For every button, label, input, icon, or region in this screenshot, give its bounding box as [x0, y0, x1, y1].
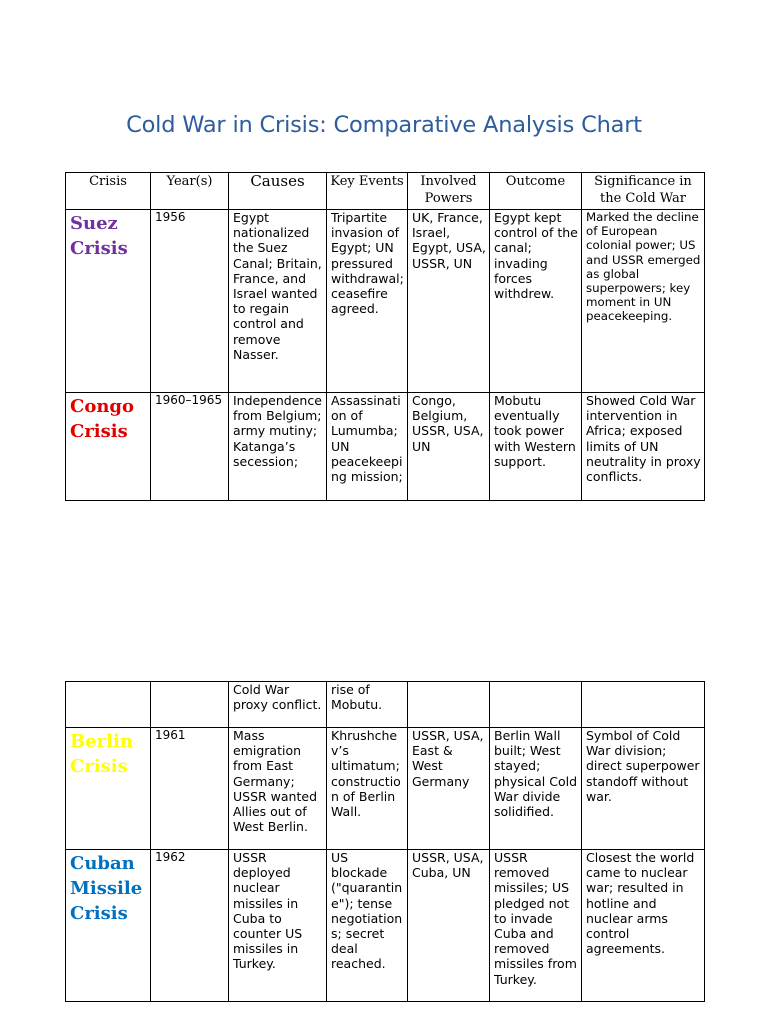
crisis-outcome: Berlin Wall built; West stayed; physical Cold War divide solidified. [490, 728, 582, 850]
crisis-year: 1960–1965 [151, 393, 229, 501]
crisis-events: Tripartite invasion of Egypt; UN pressured withdrawal; ceasefire agreed. [327, 210, 408, 393]
table-header-row [66, 173, 705, 210]
crisis-outcome: USSR removed missiles; US pledged not to invade Cuba and removed missiles from Turkey. [490, 850, 582, 1002]
table-row [66, 393, 705, 501]
crisis-name: Suez Crisis [66, 210, 151, 393]
crisis-powers: USSR, USA, East & West Germany [408, 728, 490, 850]
crisis-events: Khrushchev’s ultimatum; construction of Berlin Wall. [327, 728, 408, 850]
crisis-causes: Mass emigration from East Germany; USSR wanted Allies out of West Berlin. [229, 728, 327, 850]
crisis-causes: Independence from Belgium; army mutiny; Katanga’s secession; [229, 393, 327, 501]
crisis-events: rise of Mobutu. [327, 682, 408, 728]
crisis-name: Cuban Missile Crisis [66, 850, 151, 1002]
crisis-name: Congo Crisis [66, 393, 151, 501]
page-title: Cold War in Crisis: Comparative Analysis Chart [126, 112, 642, 138]
crisis-events: US blockade ("quarantine"); tense negotiations; secret deal reached. [327, 850, 408, 1002]
crisis-name [66, 682, 151, 728]
header-years: Year(s) [151, 173, 229, 210]
crisis-table-part-2 [65, 681, 705, 1002]
crisis-powers [408, 682, 490, 728]
crisis-causes: Egypt nationalized the Suez Canal; Britain, France, and Israel wanted to regain control and remove Nasser. [229, 210, 327, 393]
crisis-name: Berlin Crisis [66, 728, 151, 850]
crisis-significance: Closest the world came to nuclear war; resulted in hotline and nuclear arms control agreements. [582, 850, 705, 1002]
crisis-year [151, 682, 229, 728]
crisis-significance [582, 682, 705, 728]
crisis-significance: Showed Cold War intervention in Africa; exposed limits of UN neutrality in proxy conflicts. [582, 393, 705, 501]
crisis-powers: Congo, Belgium, USSR, USA, UN [408, 393, 490, 501]
crisis-significance: Symbol of Cold War division; direct superpower standoff without war. [582, 728, 705, 850]
header-causes: Causes [229, 173, 327, 210]
crisis-year: 1956 [151, 210, 229, 393]
table-row [66, 210, 705, 393]
crisis-causes: Cold War proxy conflict. [229, 682, 327, 728]
header-involved-powers: Involved Powers [408, 173, 490, 210]
table-row [66, 728, 705, 850]
table-row [66, 682, 705, 728]
header-crisis: Crisis [66, 173, 151, 210]
crisis-significance: Marked the decline of European colonial power; US and USSR emerged as global superpowers; key moment in UN peacekeeping. [582, 210, 705, 393]
crisis-outcome: Mobutu eventually took power with Western support. [490, 393, 582, 501]
crisis-powers: USSR, USA, Cuba, UN [408, 850, 490, 1002]
crisis-events: Assassination of Lumumba; UN peacekeeping mission; [327, 393, 408, 501]
crisis-powers: UK, France, Israel, Egypt, USA, USSR, UN [408, 210, 490, 393]
crisis-outcome [490, 682, 582, 728]
crisis-table-part-1 [65, 172, 705, 501]
crisis-year: 1962 [151, 850, 229, 1002]
table-row [66, 850, 705, 1002]
crisis-causes: USSR deployed nuclear missiles in Cuba to counter US missiles in Turkey. [229, 850, 327, 1002]
header-significance: Significance in the Cold War [582, 173, 705, 210]
header-outcome: Outcome [490, 173, 582, 210]
crisis-outcome: Egypt kept control of the canal; invading forces withdrew. [490, 210, 582, 393]
crisis-year: 1961 [151, 728, 229, 850]
header-key-events: Key Events [327, 173, 408, 210]
